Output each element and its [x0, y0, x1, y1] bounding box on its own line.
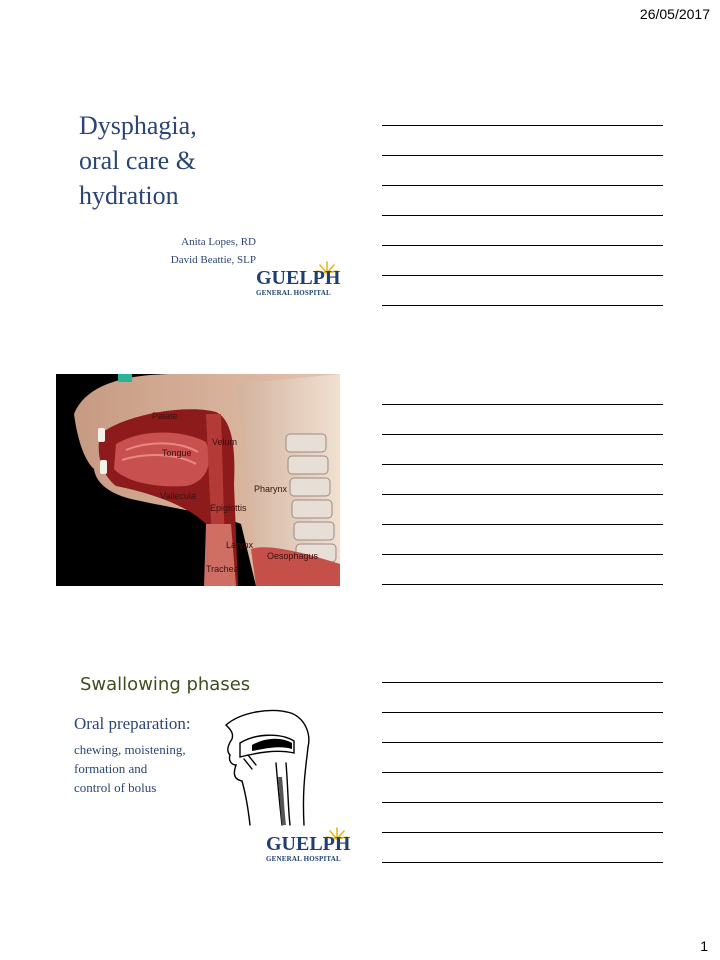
- anatomy-slide: [56, 374, 340, 586]
- authors: [56, 233, 256, 269]
- hospital-logo: [256, 260, 341, 298]
- slide-3-title: Swallowing phases: [80, 674, 251, 695]
- oral-prep-heading: Oral preparation:: [74, 714, 191, 733]
- page-date: 26/05/2017: [639, 6, 710, 22]
- logo-subtitle-2: GENERAL HOSPITAL: [266, 855, 341, 863]
- logo-name-2: GUELPH: [266, 833, 351, 855]
- label-oesophagus: Oesophagus: [267, 551, 319, 561]
- label-epiglottis: Epiglottis: [210, 503, 247, 513]
- label-velum: Velum: [212, 437, 238, 447]
- body-line-2: formation and: [74, 761, 148, 776]
- logo-subtitle: GENERAL HOSPITAL: [256, 289, 331, 297]
- author-2: David Beattie, SLP: [170, 254, 256, 266]
- logo-name: GUELPH: [256, 267, 341, 289]
- head-profile-diagram: [216, 707, 316, 827]
- label-tongue: Tongue: [162, 448, 192, 458]
- label-vallecula: Vallecula: [160, 491, 196, 501]
- label-pharynx: Pharynx: [254, 484, 288, 494]
- slide-title: [56, 90, 340, 330]
- oral-prep-body: [74, 740, 186, 797]
- label-palate: Palate: [152, 411, 178, 421]
- author-1: Anita Lopes, RD: [181, 236, 256, 248]
- body-line-1: chewing, moistening,: [74, 742, 186, 757]
- label-trachea: Trachea: [206, 564, 239, 574]
- body-line-3: control of bolus: [74, 780, 157, 795]
- page-number: 1: [700, 938, 708, 954]
- slide-swallowing-phases: [56, 662, 351, 882]
- label-larynx: Larynx: [226, 540, 254, 550]
- hospital-logo-2: [266, 826, 351, 864]
- slide-title-text: Dysphagia, oral care & hydration: [79, 111, 197, 210]
